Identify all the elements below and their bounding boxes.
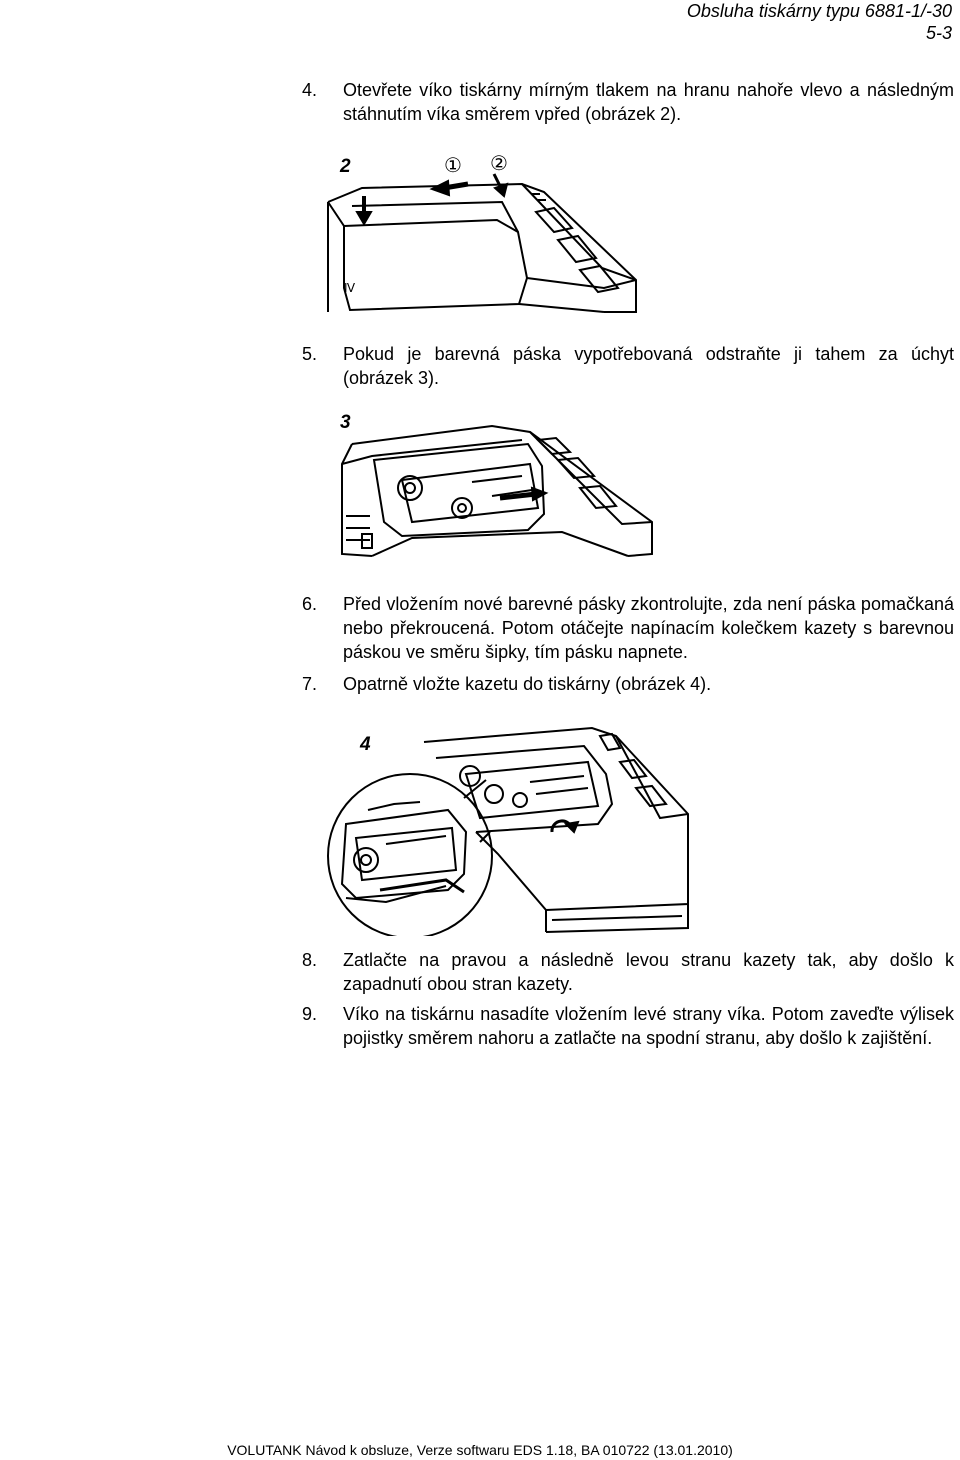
step-7 xyxy=(302,672,954,696)
step-number: 8. xyxy=(302,950,318,970)
step-4 xyxy=(302,78,954,126)
step-8 xyxy=(302,948,954,996)
figure-2-illustration xyxy=(322,148,642,318)
figure-3-illustration xyxy=(332,404,662,564)
step-number: 9. xyxy=(302,1004,318,1024)
footer-text: VOLUTANK Návod k obsluze, Verze softwaru EDS 1.18, BA 010722 (13.01.2010) xyxy=(227,1442,733,1458)
step-number: 5. xyxy=(302,344,318,364)
callout-2: ② xyxy=(490,153,508,175)
step-text: Pokud je barevná páska vypotřebovaná odstraňte ji tahem za úchyt (obrázek 3). xyxy=(343,344,954,388)
header-title: Obsluha tiskárny typu 6881-1/-30 xyxy=(686,1,952,21)
figure-4-illustration xyxy=(316,714,692,936)
figure-number: 2 xyxy=(340,156,351,177)
step-text: Otevřete víko tiskárny mírným tlakem na hranu nahoře vlevo a následným stáhnutím víka směrem vpřed (obrázek 2). xyxy=(343,80,954,124)
step-number: 6. xyxy=(302,594,318,614)
step-text: Víko na tiskárnu nasadíte vložením levé strany víka. Potom zaveďte výlisek pojistky směrem nahoru a zatlačte na spodní stranu, aby došlo k zajištění. xyxy=(343,1004,954,1048)
figure-number: 3 xyxy=(340,412,351,433)
step-5 xyxy=(302,342,954,390)
step-number: 4. xyxy=(302,80,318,100)
callout-1: ① xyxy=(444,155,462,177)
step-6 xyxy=(302,592,954,664)
step-9 xyxy=(302,1002,954,1074)
step-number: 7. xyxy=(302,674,318,694)
svg-text:Ⅳ: Ⅳ xyxy=(344,281,356,295)
figure-number: 4 xyxy=(360,734,371,755)
header-page-number: 5-3 xyxy=(925,23,952,43)
step-text: Před vložením nové barevné pásky zkontrolujte, zda není páska pomačkaná nebo překroucená. Potom otáčejte napínacím kolečkem kazety s barevnou páskou ve směru šipky, tím pásku napnete. xyxy=(343,594,954,662)
step-text: Opatrně vložte kazetu do tiskárny (obrázek 4). xyxy=(343,674,712,694)
step-text: Zatlačte na pravou a následně levou stranu kazety tak, aby došlo k zapadnutí obou stran kazety. xyxy=(343,950,954,994)
